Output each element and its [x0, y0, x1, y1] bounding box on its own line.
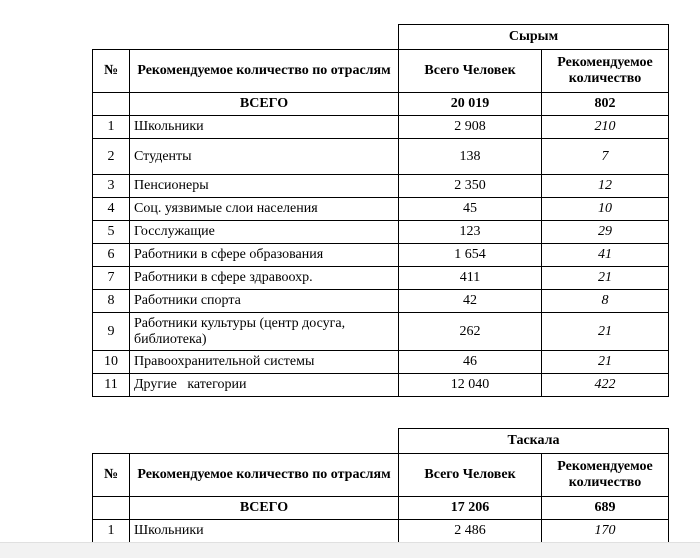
row-recommended: 21 — [542, 351, 669, 374]
col-no-header: № — [93, 50, 130, 93]
row-total: 2 486 — [399, 520, 542, 543]
table-row — [93, 374, 669, 397]
row-total: 2 350 — [399, 175, 542, 198]
total-count: 20 019 — [399, 93, 542, 116]
col-recommended-header: Рекомендуемое количество — [542, 50, 669, 93]
col-no-header: № — [93, 454, 130, 497]
total-recommended: 802 — [542, 93, 669, 116]
row-recommended: 29 — [542, 221, 669, 244]
row-number: 7 — [93, 267, 130, 290]
table-row — [93, 290, 669, 313]
column-header-row — [93, 454, 669, 497]
row-number: 11 — [93, 374, 130, 397]
table-row — [93, 244, 669, 267]
table-row — [93, 351, 669, 374]
table-row — [93, 175, 669, 198]
table-taskala — [92, 428, 669, 543]
row-recommended: 41 — [542, 244, 669, 267]
table-row — [93, 221, 669, 244]
col-category-header: Рекомендуемое количество по отраслям — [130, 50, 399, 93]
row-number: 8 — [93, 290, 130, 313]
total-recommended: 689 — [542, 497, 669, 520]
row-category: Студенты — [130, 139, 399, 175]
row-number: 4 — [93, 198, 130, 221]
bottom-scroll-area — [0, 542, 700, 558]
row-recommended: 8 — [542, 290, 669, 313]
row-recommended: 422 — [542, 374, 669, 397]
region-title: Таскала — [399, 429, 669, 454]
col-category-header: Рекомендуемое количество по отраслям — [130, 454, 399, 497]
region-title: Сырым — [399, 25, 669, 50]
row-total: 12 040 — [399, 374, 542, 397]
region-header-row — [93, 429, 669, 454]
row-category: Соц. уязвимые слои населения — [130, 198, 399, 221]
row-recommended: 21 — [542, 313, 669, 351]
region-header-row — [93, 25, 669, 50]
row-recommended: 170 — [542, 520, 669, 543]
row-total: 46 — [399, 351, 542, 374]
row-number: 10 — [93, 351, 130, 374]
table-syrym — [92, 24, 669, 397]
row-category: Работники культуры (центр досуга, библиотека) — [130, 313, 399, 351]
row-recommended: 21 — [542, 267, 669, 290]
total-row — [93, 93, 669, 116]
table-row — [93, 313, 669, 351]
row-total: 411 — [399, 267, 542, 290]
row-number: 5 — [93, 221, 130, 244]
row-number: 1 — [93, 520, 130, 543]
row-recommended: 7 — [542, 139, 669, 175]
col-total-header: Всего Человек — [399, 50, 542, 93]
row-category: Работники в сфере здравоохр. — [130, 267, 399, 290]
table-row — [93, 198, 669, 221]
row-total: 42 — [399, 290, 542, 313]
total-label: ВСЕГО — [130, 497, 399, 520]
row-recommended: 210 — [542, 116, 669, 139]
row-total: 123 — [399, 221, 542, 244]
table-row — [93, 116, 669, 139]
row-number: 6 — [93, 244, 130, 267]
table-row — [93, 520, 669, 543]
total-count: 17 206 — [399, 497, 542, 520]
row-category: Школьники — [130, 520, 399, 543]
row-number: 9 — [93, 313, 130, 351]
total-label: ВСЕГО — [130, 93, 399, 116]
row-category: Работники в сфере образования — [130, 244, 399, 267]
table-row — [93, 139, 669, 175]
row-total: 138 — [399, 139, 542, 175]
row-recommended: 12 — [542, 175, 669, 198]
row-category: Работники спорта — [130, 290, 399, 313]
row-total: 262 — [399, 313, 542, 351]
row-number: 2 — [93, 139, 130, 175]
table-row — [93, 267, 669, 290]
row-category: Школьники — [130, 116, 399, 139]
row-total: 1 654 — [399, 244, 542, 267]
row-category: Правоохранительной системы — [130, 351, 399, 374]
total-row — [93, 497, 669, 520]
column-header-row — [93, 50, 669, 93]
col-total-header: Всего Человек — [399, 454, 542, 497]
row-number: 1 — [93, 116, 130, 139]
row-category: Госслужащие — [130, 221, 399, 244]
row-category: Другие категории — [130, 374, 399, 397]
row-total: 2 908 — [399, 116, 542, 139]
row-number: 3 — [93, 175, 130, 198]
row-recommended: 10 — [542, 198, 669, 221]
col-recommended-header: Рекомендуемое количество — [542, 454, 669, 497]
row-total: 45 — [399, 198, 542, 221]
row-category: Пенсионеры — [130, 175, 399, 198]
